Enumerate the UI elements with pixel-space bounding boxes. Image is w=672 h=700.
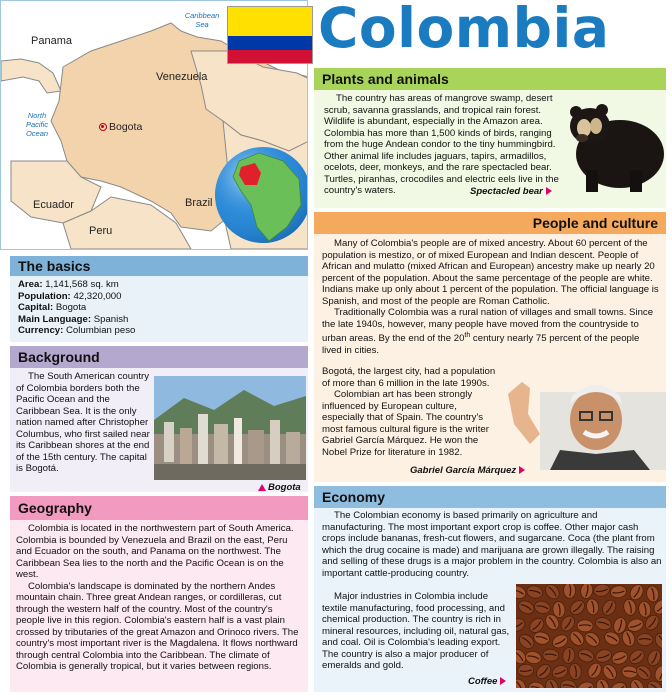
basics-value: 1,141,568 sq. km bbox=[45, 279, 119, 290]
coffee-bean bbox=[653, 664, 662, 683]
flag-blue-stripe bbox=[228, 36, 312, 50]
basics-value: 42,320,000 bbox=[73, 290, 122, 302]
coffee-bean bbox=[516, 616, 527, 634]
map-capital bbox=[99, 121, 142, 133]
coffee-bean bbox=[550, 663, 569, 680]
coffee-bean bbox=[577, 620, 593, 632]
basics-label: Main Language: bbox=[18, 313, 92, 325]
background-paragraph: The South American country of Colombia borders both the Pacific Ocean and the Caribbean Sea. It is the only nation named after Christopher Columbus, who first sailed near its Caribbean shores at the end of the 15th century. The capital is Bogotá. bbox=[16, 371, 150, 474]
people-paragraph: Bogotá, the largest city, had a population of more than 6 million in the late 1990s. bbox=[322, 366, 496, 389]
coffee-beans-illustration bbox=[516, 584, 662, 688]
people-text-top bbox=[322, 238, 660, 356]
map-label-panama: Panama bbox=[31, 35, 72, 47]
coffee-bean bbox=[524, 650, 542, 666]
coffee-bean bbox=[516, 584, 528, 601]
basics-value: Bogota bbox=[55, 302, 87, 314]
garcia-marquez-photo bbox=[500, 374, 666, 470]
map-label-venezuela: Venezuela bbox=[156, 71, 208, 83]
caption-arrow-icon bbox=[519, 466, 525, 474]
economy-heading: Economy bbox=[314, 486, 666, 508]
coffee-bean bbox=[526, 584, 544, 600]
basics-label: Capital: bbox=[18, 302, 54, 314]
coffee-bean bbox=[594, 616, 613, 632]
coffee-bean bbox=[585, 598, 599, 616]
map-label-brazil: Brazil bbox=[185, 197, 213, 209]
coffee-bean bbox=[594, 648, 613, 664]
coffee-bean bbox=[622, 598, 637, 616]
map-label-ecuador: Ecuador bbox=[33, 199, 74, 211]
basics-row-area bbox=[18, 279, 304, 291]
coffee-bean bbox=[563, 584, 575, 598]
portrait-illustration bbox=[500, 374, 666, 470]
coffee-bean bbox=[527, 680, 546, 688]
coffee-bean bbox=[627, 647, 647, 666]
coffee-bean bbox=[609, 680, 629, 688]
caption-arrow-icon bbox=[500, 677, 506, 685]
basics-row-currency bbox=[18, 325, 304, 337]
capital-marker-icon bbox=[99, 123, 107, 131]
coffee-bean bbox=[559, 679, 577, 688]
economy-paragraph: Major industries in Colombia include textile manufacturing, food processing, and chemical production. The country is rich in mineral resources, including oil, natural gas, and coal. Oil is Colombia's leading export. The country is also a major producer of emeralds and gold. bbox=[322, 591, 510, 671]
basics-label: Area: bbox=[18, 279, 43, 290]
geography-paragraph: Colombia's landscape is dominated by the northern Andes mountain chain. Three great Andean ranges, or cordilleras, cut through the western half of the country. Most of the country's people live in this region. Colombia's eastern half is a vast plain crossed by tributaries of the great Amazon and Orinoco rivers. The country's most important river is the Magdalena. It flows northward through central Colombia into the Caribbean. The climate of Colombia is generally tropical, but it varies between regions. bbox=[16, 580, 299, 672]
colombia-flag bbox=[227, 6, 313, 64]
caption-arrow-icon bbox=[546, 187, 552, 195]
coffee-bean bbox=[562, 647, 576, 664]
coffee-bean bbox=[543, 584, 562, 602]
flag-yellow-stripe bbox=[228, 7, 312, 36]
bear-caption bbox=[470, 186, 552, 197]
basics-value: Columbian peso bbox=[66, 325, 136, 337]
coffee-bean bbox=[516, 598, 536, 616]
coffee-bean bbox=[610, 649, 629, 666]
coffee-bean bbox=[567, 598, 587, 618]
coffee-bean bbox=[610, 585, 628, 599]
coffee-caption-text: Coffee bbox=[468, 676, 498, 687]
people-paragraph: Colombian art has been strongly influenced by European culture, especially that of Spain. The country's most famous cultural figure is the writer Gabriel García Márquez. He won the Nobel Prize for literature in 1982. bbox=[322, 389, 489, 458]
map-label-caribbean-sea: Caribbean Sea bbox=[184, 11, 220, 29]
coffee-bean bbox=[576, 680, 595, 688]
coffee-bean bbox=[638, 601, 652, 619]
geography-paragraph: Colombia is located in the northwestern part of South America. Colombia is bounded by Venezuela and Brazil on the east, Peru and Ecuador on the south, and Panama on the northwest. The Caribbean Sea lies to the north and the Pacific Ocean is on the west. bbox=[16, 523, 294, 580]
plants-paragraph: The country has areas of mangrove swamp, desert scrub, savanna grasslands, and tropical rain forest. Wildlife is abundant, especially in the Amazon area. Colombia has more than 1,500 kinds of birds, ranging from the huge Andean condor to the tiny hummingbird. Other animal life includes jaguars, tapirs, armadillos, ocelots, deer, monkeys, and the rare spectacled bear. Turtles, piranhas, crocodiles and electric eels live in the country's waters. bbox=[324, 93, 559, 196]
plants-heading: Plants and animals bbox=[314, 68, 666, 90]
coffee-bean bbox=[533, 600, 551, 616]
page-title: Colombia bbox=[318, 0, 610, 60]
coffee-beans-photo bbox=[516, 584, 662, 688]
coffee-bean bbox=[593, 584, 611, 598]
coffee-bean bbox=[517, 664, 534, 677]
map-label-peru: Peru bbox=[89, 225, 113, 237]
coffee-bean bbox=[579, 584, 594, 600]
basics-value: Spanish bbox=[93, 313, 129, 325]
coffee-bean bbox=[645, 648, 662, 667]
coffee-bean bbox=[542, 649, 559, 662]
bogota-caption bbox=[258, 482, 301, 493]
coffee-bean bbox=[576, 647, 595, 664]
people-text-bottom bbox=[322, 366, 498, 458]
geography-text bbox=[16, 523, 304, 673]
economy-text-bottom bbox=[322, 591, 514, 672]
bogota-photo bbox=[154, 376, 306, 480]
coffee-bean bbox=[517, 632, 537, 652]
map-label-north-pacific-ocean: North Pacific Ocean bbox=[25, 111, 49, 138]
basics-row-capital bbox=[18, 302, 304, 314]
bear-illustration bbox=[560, 92, 666, 196]
superscript: th bbox=[464, 332, 471, 339]
coffee-bean bbox=[534, 662, 554, 682]
basics-label: Currency: bbox=[18, 325, 64, 337]
people-text-span: century nearly 75 percent of the people lived in cities. bbox=[322, 333, 640, 356]
coffee-bean bbox=[585, 661, 604, 681]
bogota-skyline-illustration bbox=[154, 376, 306, 480]
coffee-bean bbox=[516, 677, 528, 688]
caption-arrow-icon bbox=[258, 484, 266, 491]
basics-row-language bbox=[18, 314, 304, 326]
flag-red-stripe bbox=[228, 50, 312, 64]
people-paragraph: Many of Colombia's people are of mixed ancestry. About 60 percent of the population is mestizo, or of mixed European and Indian descent. People of African and mulatto (mixed African and European) ancestry make up nearly 20 percent of the population. About the same percentage of the people are white. Indians make up only about 1 percent of the population. The official language is Spanish, and most of the people are Roman Catholic. bbox=[322, 238, 659, 307]
economy-text-top bbox=[322, 510, 662, 579]
bear-caption-text: Spectacled bear bbox=[470, 186, 543, 197]
plants-text bbox=[324, 93, 560, 197]
coffee-bean bbox=[568, 663, 582, 680]
background-heading: Background bbox=[10, 346, 308, 368]
marquez-caption-text: Gabriel García Márquez bbox=[410, 465, 517, 476]
coffee-bean bbox=[645, 585, 660, 603]
geography-heading: Geography bbox=[10, 496, 308, 520]
basics-heading: The basics bbox=[10, 256, 308, 276]
basics-label: Population: bbox=[18, 290, 71, 302]
coffee-bean bbox=[653, 631, 662, 651]
coffee-bean bbox=[600, 598, 619, 618]
coffee-caption bbox=[468, 676, 506, 687]
basics-list bbox=[18, 279, 304, 337]
basics-row-population bbox=[18, 291, 304, 303]
economy-paragraph: The Colombian economy is based primarily on agriculture and manufacturing. The most important export crop is coffee. Other major cash crops include bananas, fresh-cut flowers, and sugarcane. Coca (the plant from which the drug cocaine is made) and marijuana are grown illegally. The raising and selling of these drugs is a major problem in the country. Colombia is also an important cattle-producing country. bbox=[322, 510, 662, 579]
coffee-bean bbox=[544, 678, 560, 688]
map-label-bogota: Bogota bbox=[109, 121, 143, 133]
spectacled-bear-photo bbox=[560, 92, 666, 196]
coffee-bean bbox=[637, 634, 653, 646]
people-heading: People and culture bbox=[314, 212, 666, 234]
bogota-caption-text: Bogota bbox=[268, 482, 301, 493]
background-text bbox=[16, 371, 152, 475]
coffee-bean bbox=[582, 630, 602, 650]
coffee-bean bbox=[621, 665, 638, 679]
people-text-span: Traditionally Colombia was a rural nation of villages and small towns. Since the late 1940s, however, many people have moved from the countryside to urban areas. By the end of the 20 bbox=[322, 307, 654, 345]
people-paragraph bbox=[322, 307, 660, 356]
marquez-caption bbox=[410, 465, 525, 476]
